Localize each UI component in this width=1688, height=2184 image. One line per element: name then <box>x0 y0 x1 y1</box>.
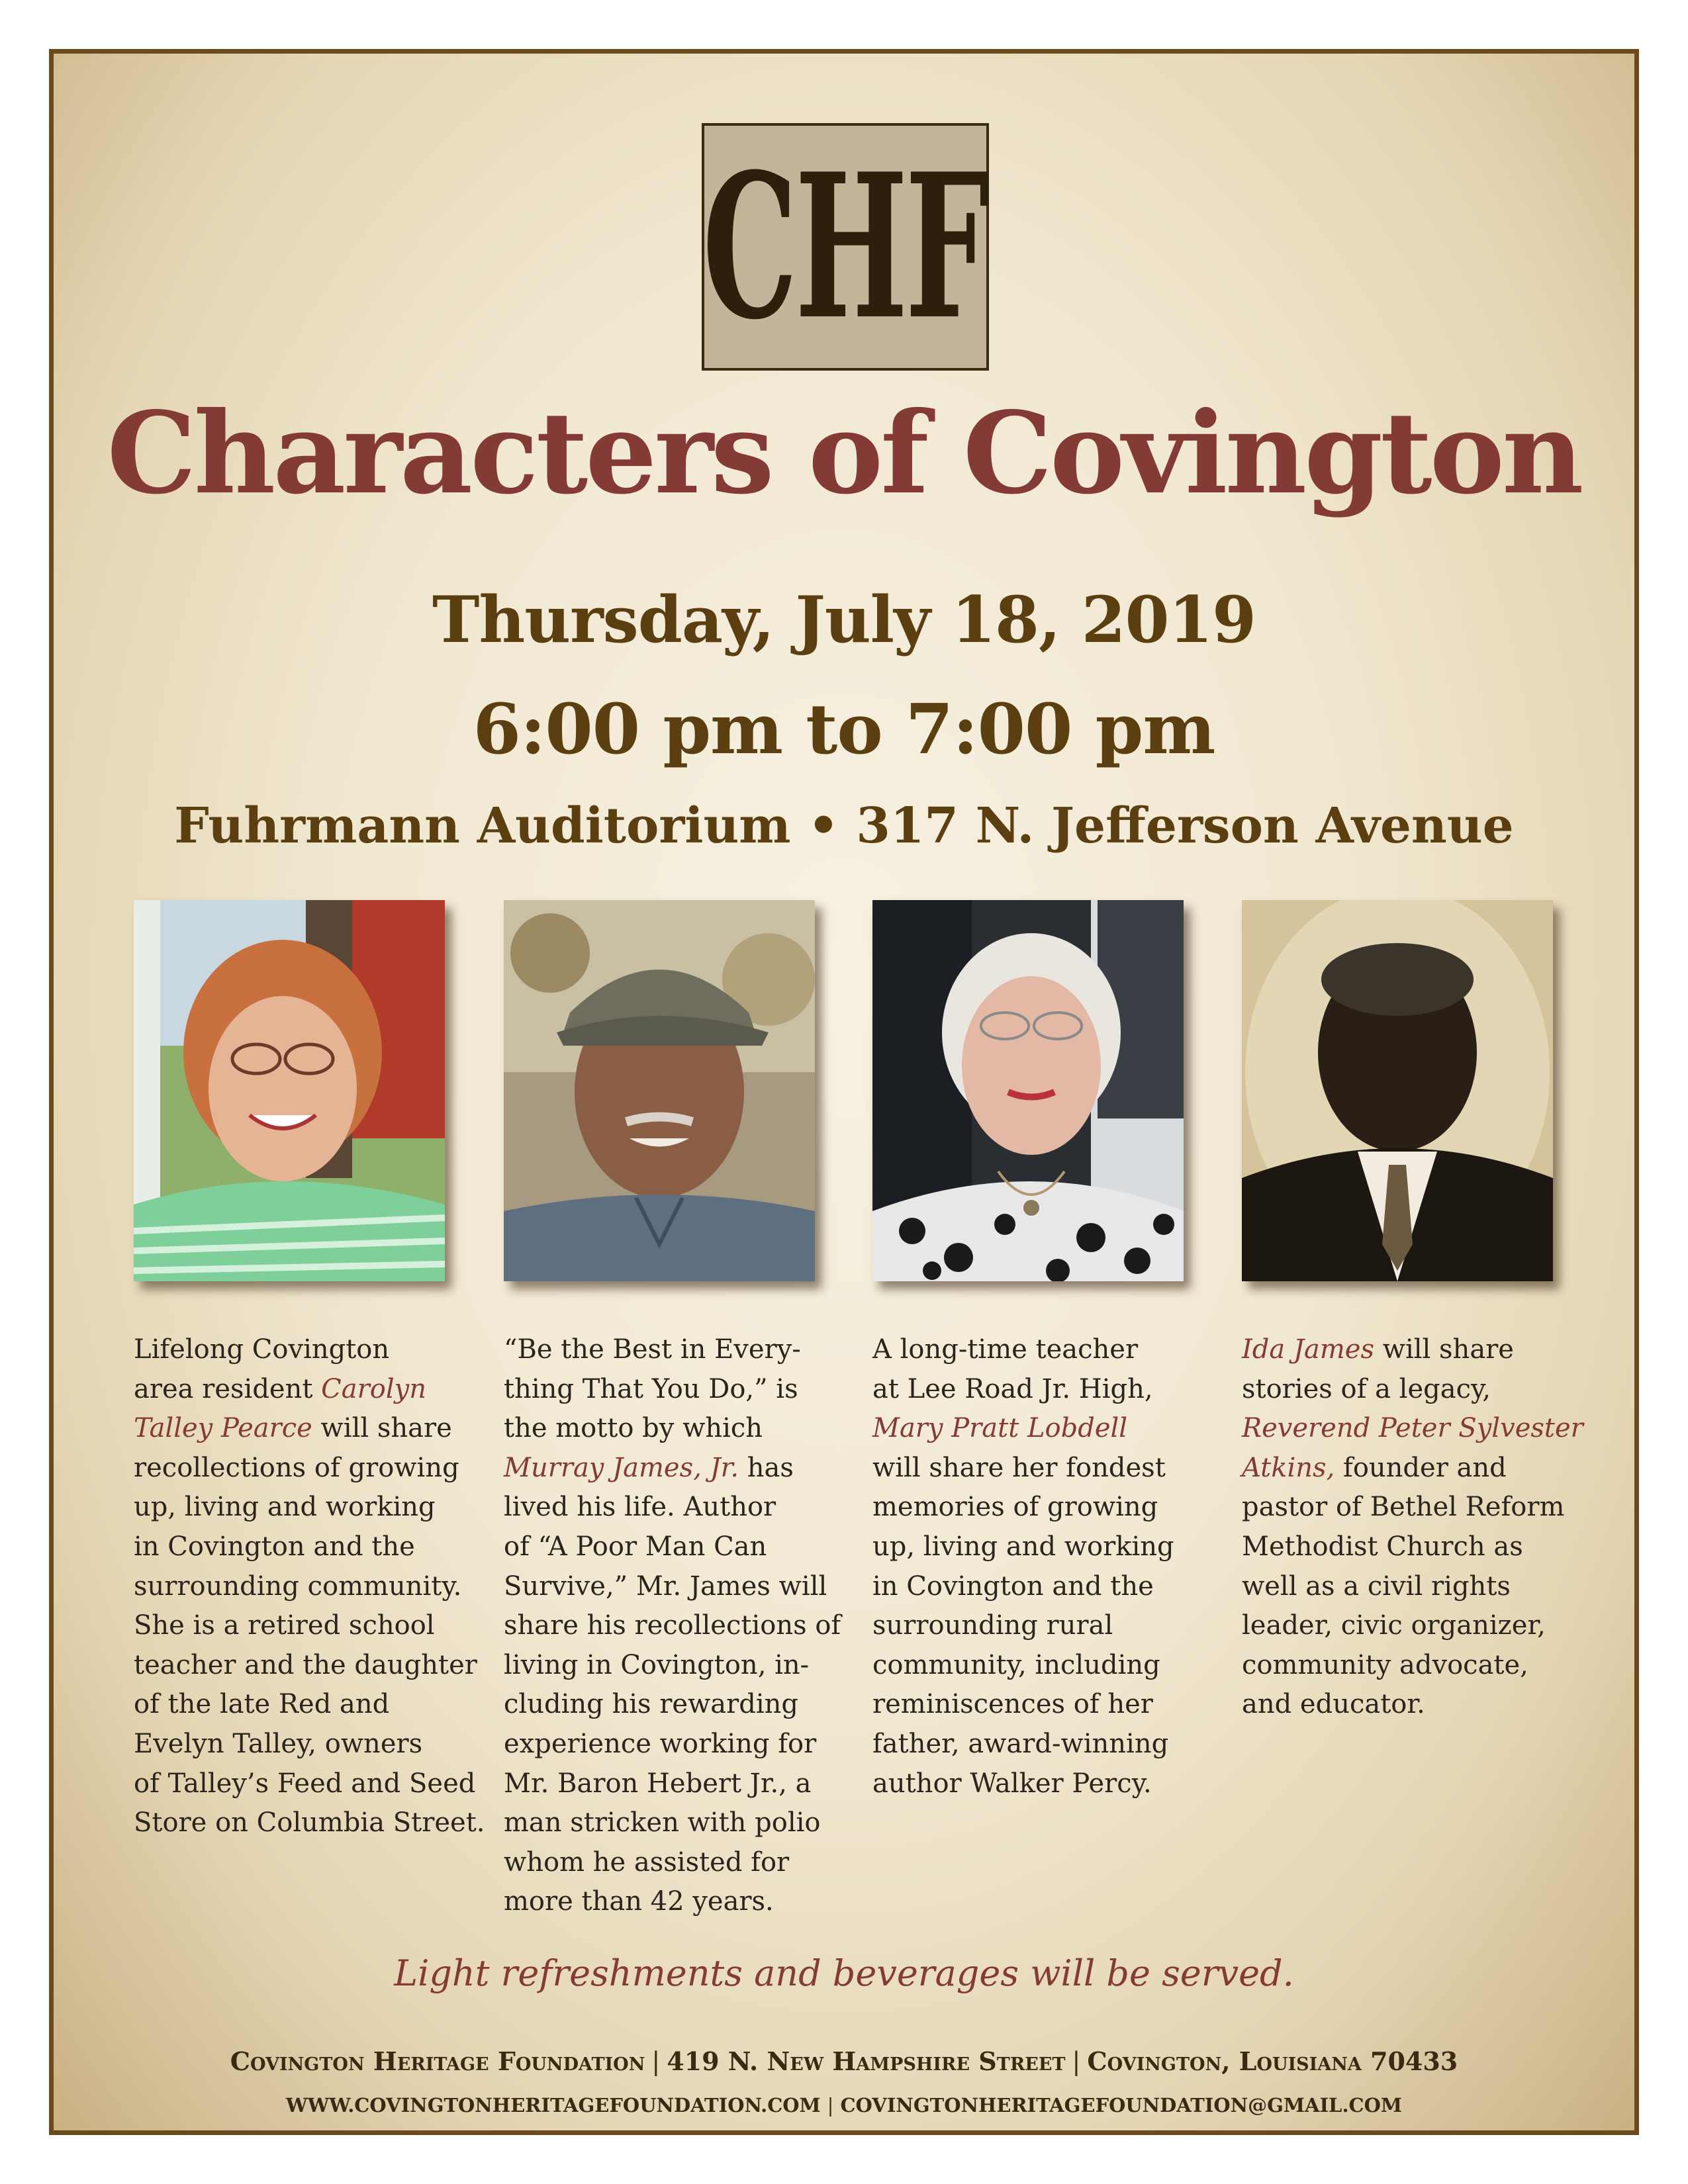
bio-text: of Talley’s Feed and Seed <box>134 1768 476 1799</box>
bio-text: more than 42 years. <box>504 1886 774 1917</box>
bio-line <box>1242 1685 1573 1725</box>
bio-text: cluding his rewarding <box>504 1689 798 1720</box>
bio-text: pastor of Bethel Reform <box>1242 1492 1565 1523</box>
bio-text: man stricken with polio <box>504 1807 821 1839</box>
bio-murray-james-jr <box>504 1330 841 1922</box>
bio-text: experience working for <box>504 1728 817 1759</box>
footer-address-line <box>49 2046 1639 2076</box>
photo-murray-james-jr <box>504 900 815 1281</box>
bio-text: reminiscences of her <box>872 1689 1153 1720</box>
bio-mary-pratt-lobdell <box>872 1330 1203 1803</box>
refreshments-note: Light refreshments and beverages will be served. <box>394 1952 1294 1994</box>
bio-text: founder and <box>1335 1452 1507 1483</box>
bio-line <box>134 1567 465 1607</box>
bio-text: memories of growing <box>872 1492 1158 1523</box>
bio-line <box>1242 1646 1573 1686</box>
bio-text: share his recollections of <box>504 1610 841 1641</box>
bio-text: Store on Columbia Street. <box>134 1807 485 1839</box>
bio-text: father, award-winning <box>872 1728 1169 1759</box>
bio-line <box>504 1527 835 1567</box>
bio-line <box>872 1330 1203 1370</box>
bio-text: whom he assisted for <box>504 1846 790 1878</box>
bio-text: author Walker Percy. <box>872 1768 1152 1799</box>
bio-text: A long-time teacher <box>872 1334 1139 1365</box>
bio-highlight-name: Talley Pearce <box>134 1413 312 1444</box>
bio-text: will share <box>1374 1334 1514 1365</box>
bio-line <box>1242 1527 1573 1567</box>
bio-line <box>134 1449 465 1488</box>
bio-text: in Covington and the <box>134 1531 415 1562</box>
bio-text: thing That You Do,” is <box>504 1373 798 1404</box>
bio-line <box>872 1685 1203 1725</box>
bio-line <box>1242 1567 1573 1607</box>
event-title: Characters of Covington <box>107 387 1581 520</box>
bio-line <box>134 1527 465 1567</box>
bio-line <box>1242 1330 1573 1370</box>
chf-logo <box>702 123 989 371</box>
footer-org: Covington Heritage Foundation <box>230 2046 645 2076</box>
bio-text: of the late Red and <box>134 1689 390 1720</box>
bio-line <box>134 1725 465 1764</box>
bio-line <box>1242 1449 1573 1488</box>
bio-line <box>504 1685 835 1725</box>
bio-line <box>1242 1370 1573 1410</box>
bio-text: leader, civic organizer, <box>1242 1610 1546 1641</box>
bio-text: the motto by which <box>504 1413 763 1444</box>
bio-text: teacher and the daughter <box>134 1649 477 1680</box>
footer-separator: | <box>1072 2047 1081 2076</box>
bio-text: at Lee Road Jr. High, <box>872 1373 1153 1404</box>
footer-separator: | <box>827 2094 834 2116</box>
bio-line <box>134 1764 476 1804</box>
footer-street: 419 N. New Hampshire Street <box>667 2046 1066 2076</box>
bio-text: has <box>739 1452 794 1483</box>
bio-text: community advocate, <box>1242 1649 1528 1680</box>
logo-text: CHF <box>702 130 988 363</box>
bio-line <box>134 1606 465 1646</box>
bio-text: Lifelong Covington <box>134 1334 390 1365</box>
bio-text: Evelyn Talley, owners <box>134 1728 423 1759</box>
bio-text: She is a retired school <box>134 1610 435 1641</box>
bio-line <box>504 1449 835 1488</box>
bio-line <box>504 1764 835 1804</box>
bio-text: of “A Poor Man Can <box>504 1531 767 1562</box>
bio-line <box>134 1370 465 1410</box>
bio-text: area resident <box>134 1373 322 1404</box>
bio-text: up, living and working <box>872 1531 1174 1562</box>
bio-text: lived his life. Author <box>504 1492 776 1523</box>
bio-line <box>134 1803 485 1843</box>
bio-line <box>504 1646 835 1686</box>
bio-text: recollections of growing <box>134 1452 459 1483</box>
bio-text: up, living and working <box>134 1492 436 1523</box>
bio-text: Methodist Church as <box>1242 1531 1523 1562</box>
bio-highlight-name: Carolyn <box>321 1373 426 1404</box>
bio-line <box>872 1725 1203 1764</box>
bio-highlight-name: Ida James <box>1242 1334 1374 1365</box>
bio-highlight-name: Atkins, <box>1242 1452 1335 1483</box>
bio-line <box>1242 1409 1583 1449</box>
bio-line <box>872 1646 1203 1686</box>
footer-separator: | <box>651 2047 661 2076</box>
bio-highlight-name: Murray James, Jr. <box>504 1452 739 1483</box>
bio-carolyn-talley-pearce <box>134 1330 485 1843</box>
bio-text: will share her fondest <box>872 1452 1166 1483</box>
bio-line <box>504 1409 835 1449</box>
bio-line <box>134 1409 465 1449</box>
bio-highlight-name: Mary Pratt Lobdell <box>872 1413 1128 1444</box>
bio-text: stories of a legacy, <box>1242 1373 1491 1404</box>
bio-line <box>504 1606 841 1646</box>
event-time: 6:00 pm to 7:00 pm <box>473 688 1215 770</box>
footer-email-link[interactable]: COVINGTONHERITAGEFOUNDATION@GMAIL.COM <box>840 2094 1402 2116</box>
event-date: Thursday, July 18, 2019 <box>432 582 1256 657</box>
photo-rev-peter-sylvester-atkins <box>1242 900 1553 1281</box>
footer-website-link[interactable]: WWW.COVINGTONHERITAGEFOUNDATION.COM <box>286 2094 821 2116</box>
bio-text: living in Covington, in- <box>504 1649 810 1680</box>
bio-text: in Covington and the <box>872 1570 1154 1602</box>
bio-line <box>134 1330 465 1370</box>
bio-line <box>1242 1606 1573 1646</box>
bio-text: and educator. <box>1242 1689 1425 1720</box>
bio-line <box>872 1449 1203 1488</box>
bio-text: will share <box>312 1413 452 1444</box>
bio-line <box>1242 1488 1573 1527</box>
bio-text: surrounding community. <box>134 1570 462 1602</box>
bio-line <box>134 1646 477 1686</box>
bio-line <box>872 1527 1203 1567</box>
photo-mary-pratt-lobdell <box>872 900 1184 1281</box>
bio-line <box>872 1606 1203 1646</box>
bio-ida-james <box>1242 1330 1583 1725</box>
bio-highlight-name: Reverend Peter Sylvester <box>1242 1413 1583 1444</box>
bio-line <box>872 1370 1203 1410</box>
bio-line <box>504 1803 835 1843</box>
bio-text: surrounding rural <box>872 1610 1113 1641</box>
bio-text: Survive,” Mr. James will <box>504 1570 827 1602</box>
bio-text: “Be the Best in Every- <box>504 1334 801 1365</box>
photo-carolyn-talley-pearce <box>134 900 445 1281</box>
event-venue: Fuhrmann Auditorium • 317 N. Jefferson Avenue <box>174 797 1514 854</box>
bio-line <box>504 1567 835 1607</box>
bio-line <box>504 1330 835 1370</box>
bio-line <box>134 1488 465 1527</box>
bio-line <box>504 1370 835 1410</box>
footer-contact-line <box>49 2094 1639 2116</box>
bio-line <box>872 1764 1203 1804</box>
bio-line <box>872 1409 1203 1449</box>
bio-line <box>872 1567 1203 1607</box>
bio-line <box>504 1882 835 1922</box>
footer-city: Covington, Louisiana 70433 <box>1087 2046 1458 2076</box>
bio-text: community, including <box>872 1649 1160 1680</box>
bio-line <box>504 1725 835 1764</box>
bio-line <box>504 1843 835 1883</box>
bio-text: well as a civil rights <box>1242 1570 1511 1602</box>
bio-line <box>134 1685 465 1725</box>
bio-text: Mr. Baron Hebert Jr., a <box>504 1768 812 1799</box>
bio-line <box>504 1488 835 1527</box>
bio-line <box>872 1488 1203 1527</box>
